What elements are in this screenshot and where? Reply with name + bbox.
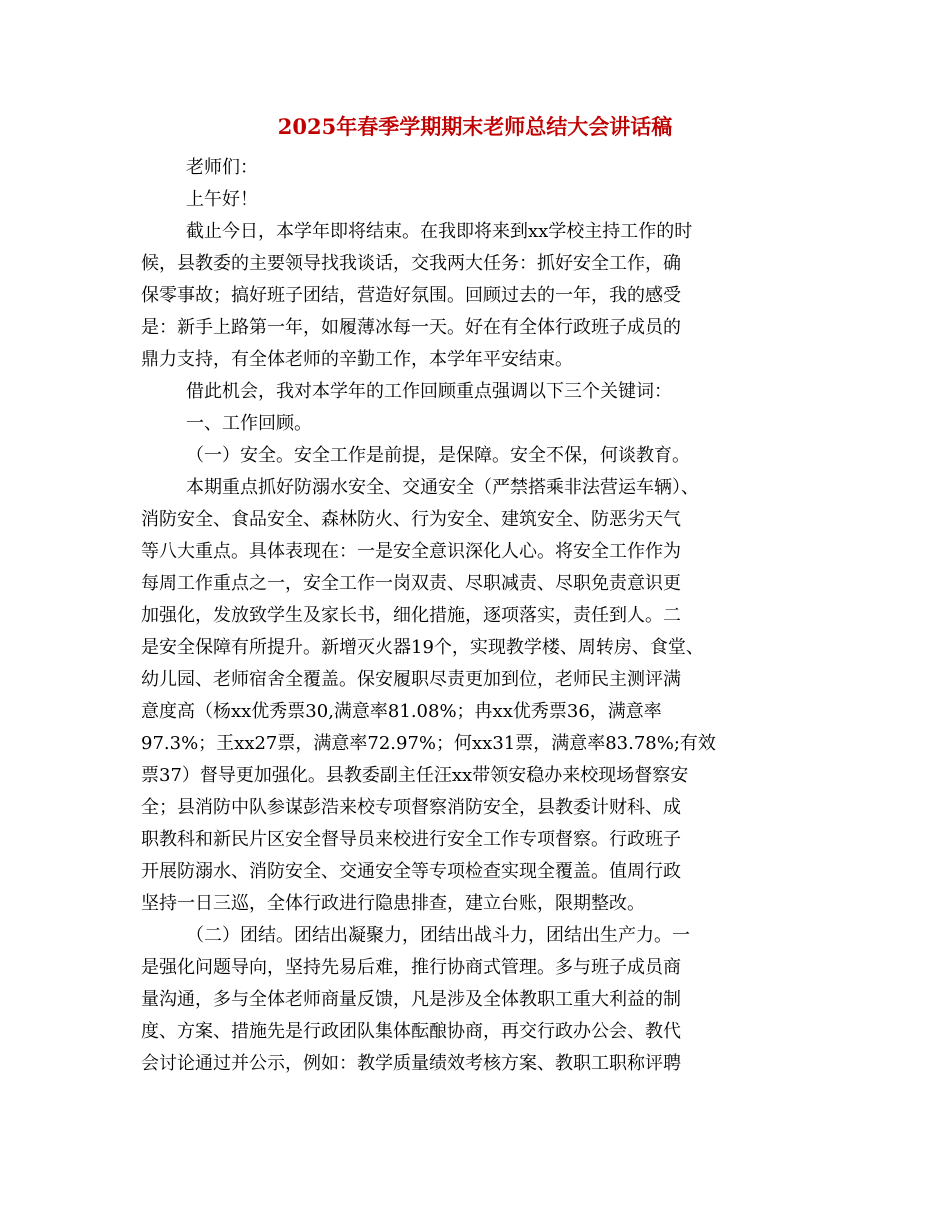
body-line: 消防安全、食品安全、森林防火、行为安全、建筑安全、防恶劣天气	[141, 509, 681, 530]
body-line: （一）安全。安全工作是前提，是保障。安全不保，何谈教育。	[186, 445, 690, 466]
body-line: 候，县教委的主要领导找我谈话，交我两大任务：抓好安全工作，确	[141, 253, 681, 274]
body-line: （二）团结。团结出凝聚力，团结出战斗力，团结出生产力。一	[186, 925, 690, 946]
body-line: 老师们：	[186, 157, 258, 178]
body-line: 坚持一日三巡，全体行政进行隐患排查，建立台账，限期整改。	[141, 893, 645, 914]
body-line: 是安全保障有所提升。新增灭火器19个，实现教学楼、周转房、食堂、	[141, 637, 704, 658]
body-line: 加强化，发放致学生及家长书，细化措施，逐项落实，责任到人。二	[141, 605, 681, 626]
document-body	[141, 152, 803, 1080]
body-line: 截止今日，本学年即将结束。在我即将来到xx学校主持工作的时	[186, 221, 693, 242]
body-line: 保零事故；搞好班子团结，营造好氛围。回顾过去的一年，我的感受	[141, 285, 681, 306]
body-line: 上午好！	[186, 189, 258, 210]
body-line: 借此机会，我对本学年的工作回顾重点强调以下三个关键词：	[186, 381, 672, 402]
body-line: 是强化问题导向，坚持先易后难，推行协商式管理。多与班子成员商	[141, 957, 681, 978]
body-line: 幼儿园、老师宿舍全覆盖。保安履职尽责更加到位，老师民主测评满	[141, 669, 681, 690]
body-line: 每周工作重点之一，安全工作一岗双责、尽职减责、尽职免责意识更	[141, 573, 681, 594]
body-line: 意度高（杨xx优秀票30,满意率81.08%；冉xx优秀票36，满意率	[141, 701, 662, 722]
body-line: 全；县消防中队参谋彭浩来校专项督察消防安全，县教委计财科、成	[141, 797, 681, 818]
body-line: 度、方案、措施先是行政团队集体酝酿协商，再交行政办公会、教代	[141, 1021, 681, 1042]
body-line: 一、工作回顾。	[186, 413, 312, 434]
body-line: 开展防溺水、消防安全、交通安全等专项检查实现全覆盖。值周行政	[141, 861, 681, 882]
body-line: 等八大重点。具体表现在：一是安全意识深化人心。将安全工作作为	[141, 541, 681, 562]
body-line: 职教科和新民片区安全督导员来校进行安全工作专项督察。行政班子	[141, 829, 681, 850]
body-line: 量沟通，多与全体老师商量反馈，凡是涉及全体教职工重大利益的制	[141, 989, 681, 1010]
body-line: 鼎力支持，有全体老师的辛勤工作，本学年平安结束。	[141, 349, 573, 370]
body-line: 票37）督导更加强化。县教委副主任汪xx带领安稳办来校现场督察安	[141, 765, 689, 786]
body-line: 97.3%；王xx27票，满意率72.97%；何xx31票，满意率83.78%;有效	[141, 733, 716, 754]
body-line: 会讨论通过并公示，例如：教学质量绩效考核方案、教职工职称评聘	[141, 1053, 681, 1074]
body-line: 是：新手上路第一年，如履薄冰每一天。好在有全体行政班子成员的	[141, 317, 681, 338]
body-line: 本期重点抓好防溺水安全、交通安全（严禁搭乘非法营运车辆）、	[186, 477, 699, 498]
document-title: 2025年春季学期期末老师总结大会讲话稿	[277, 114, 673, 139]
